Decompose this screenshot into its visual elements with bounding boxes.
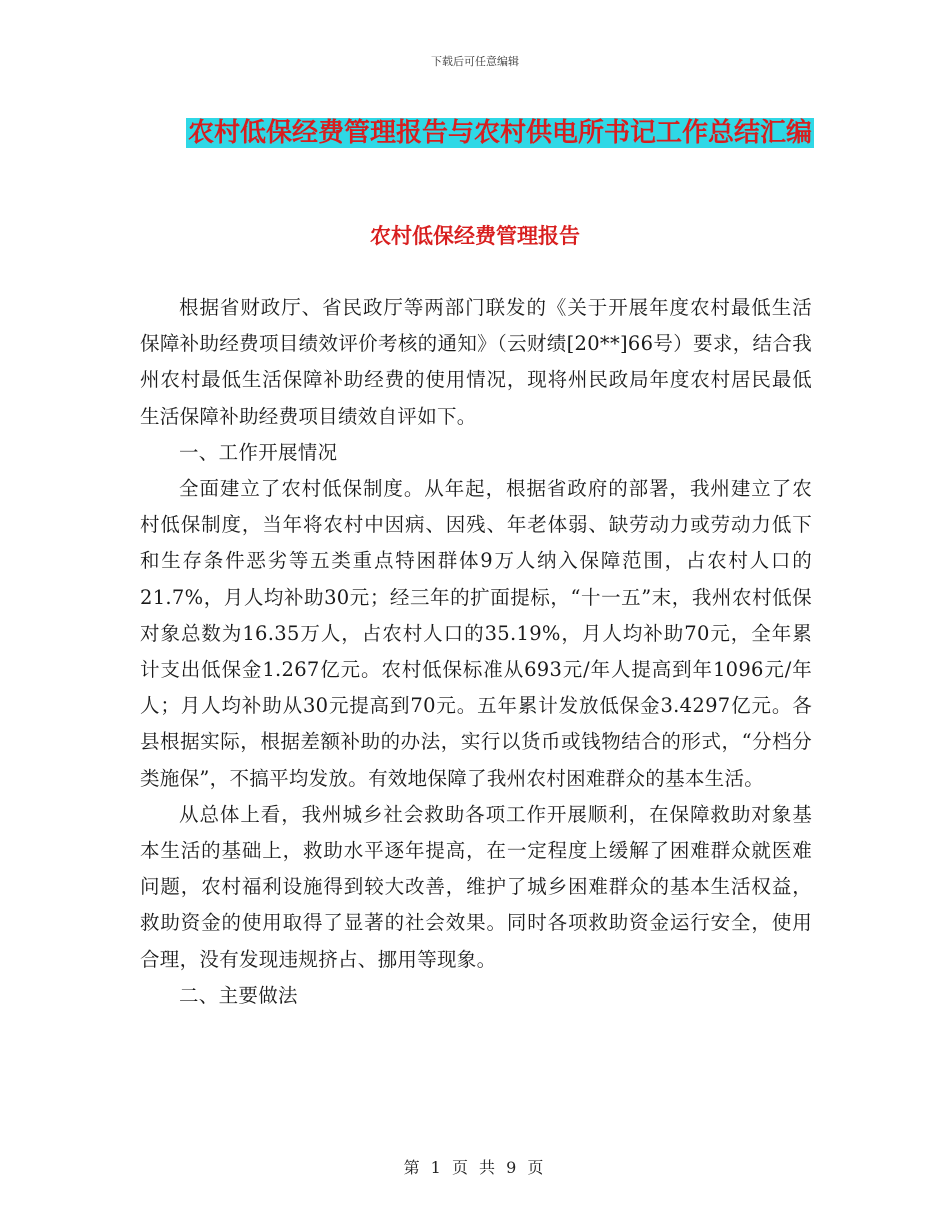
page-footer: 第 1 页 共 9 页 — [403, 1158, 547, 1177]
document-body — [140, 290, 812, 1014]
header-note: 下载后可任意编辑 — [431, 55, 519, 68]
paragraph-intro: 根据省财政厅、省民政厅等两部门联发的《关于开展年度农村最低生活保障补助经费项目绩效评价考核的通知》（云财绩[20**]66号）要求，结合我州农村最低生活保障补助经费的使用情况，现将州民政局年度农村居民最低生活保障补助经费项目绩效自评如下。 — [140, 296, 812, 428]
section-title: 农村低保经费管理报告 — [370, 224, 580, 248]
document-main-title — [185, 110, 815, 156]
paragraph-low-income-system: 全面建立了农村低保制度。从年起，根据省政府的部署，我州建立了农村低保制度，当年将农村中因病、因残、年老体弱、缺劳动力或劳动力低下和生存条件恶劣等五类重点特困群体9万人纳入保障范围，占农村人口的21.7%，月人均补助30元；经三年的扩面提标，“十一五”末，我州农村低保对象总数为16.35万人，占农村人口的35.19%，月人均补助70元，全年累计支出低保金1.267亿元。农村低保标准从693元/年人提高到年1096元/年人；月人均补助从30元提高到70元。五年累计发放低保金3.4297亿元。各县根据实际，根据差额补助的办法，实行以货币或钱物结合的形式，“分档分类施保”，不搞平均发放。有效地保障了我州农村困难群众的基本生活。 — [140, 477, 812, 790]
paragraph-overall: 从总体上看，我州城乡社会救助各项工作开展顺利，在保障救助对象基本生活的基础上，救助水平逐年提高，在一定程度上缓解了困难群众就医难问题，农村福利设施得到较大改善，维护了城乡困难群众的基本生活权益，救助资金的使用取得了显著的社会效果。同时各项救助资金运行安全，使用合理，没有发现违规挤占、挪用等现象。 — [140, 802, 812, 971]
heading-main-practices: 二、主要做法 — [179, 983, 298, 1007]
heading-work-situation: 一、工作开展情况 — [179, 440, 338, 464]
main-title-text: 农村低保经费管理报告与农村供电所书记工作总结汇编 — [187, 118, 812, 148]
